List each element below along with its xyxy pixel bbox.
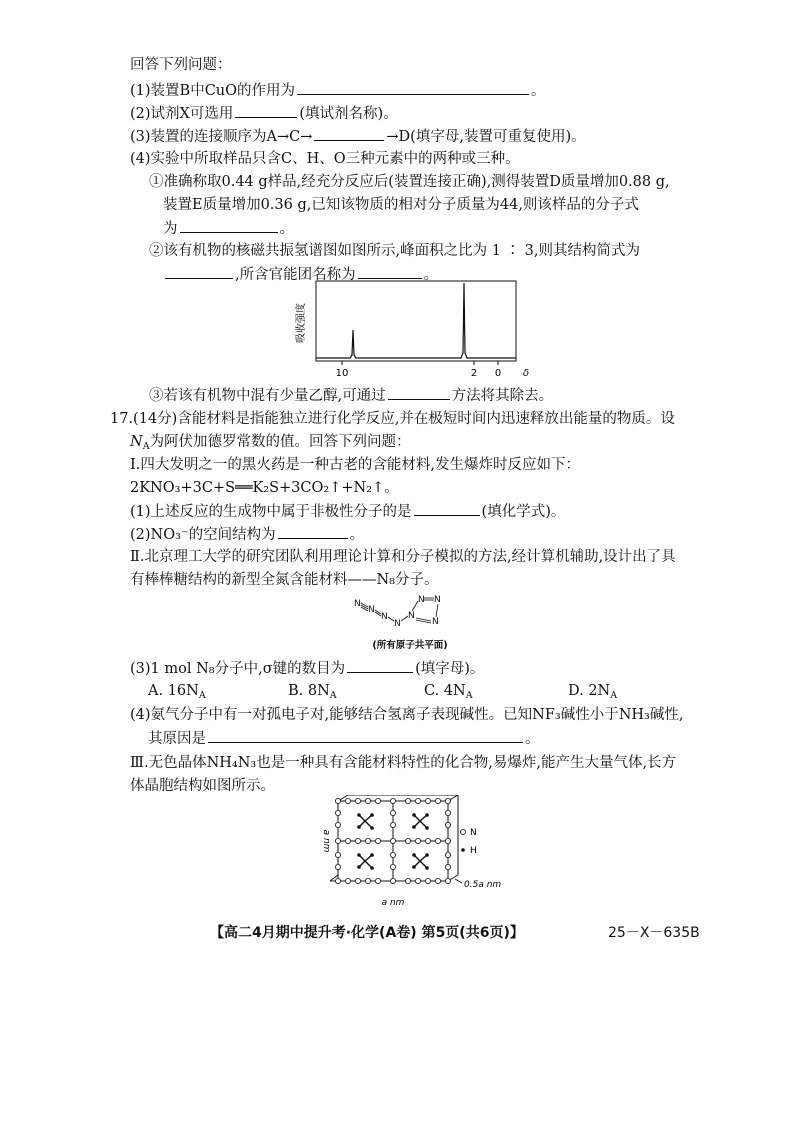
legend-n: N [470,828,477,838]
question-4: (4)实验中所取样品只含C、H、O三种元素中的两种或三种。 [130,151,520,167]
intro-text: 回答下列问题： [130,57,232,73]
question-4-2-line1: ②该有机物的核磁共振氢谱图如图所示,峰面积之比为 1 ∶ 3,则其结构简式为 [149,243,640,259]
option-b[interactable]: B. $8N_A$ [288,683,337,701]
question-17-2: (2)NO₃⁻的空间结构为 。 [130,524,364,545]
nmr-ylabel [294,303,307,343]
legend-n-marker [460,829,465,834]
answer-blank[interactable] [347,658,413,673]
answer-blank[interactable] [165,264,233,279]
n-atom: N [432,617,439,627]
part-II-line1: Ⅱ.北京理工大学的研究团队利用理论计算和分子模拟的方法,经计算机辅助,设计出了具 [130,549,676,565]
page-footer: 【高二4月期中提升考·化学(A卷) 第5页(共6页)】 [210,925,524,941]
n-atom: N [368,605,375,615]
question-4-1-line3: 为 。 [163,218,294,239]
n-atom: N [354,599,361,609]
answer-blank[interactable] [180,218,278,233]
answer-blank[interactable] [414,501,480,516]
nmr-spectrum [290,275,550,385]
n-atom: N [434,595,441,605]
question-17-1: (1)上述反应的生成物中属于非极性分子的是 (填化学式)。 [130,501,565,522]
part-III-line1: Ⅲ.无色晶体NH₄N₃也是一种具有含能材料特性的化合物,易爆炸,能产生大量气体,长方 [130,755,677,771]
n-atom: N [381,612,388,622]
label-a-side: a nm [321,829,331,853]
question-4-3: ③若该有机物中混有少量乙醇,可通过 方法将其除去。 [149,385,553,406]
pointer-line [455,879,462,883]
answer-blank[interactable] [297,80,529,95]
question-17-line2: $N_A$为阿伏加德罗常数的值。回答下列问题： [130,434,411,452]
question-3: (3)装置的连接顺序为A→C→ →D(填字母,装置可重复使用)。 [130,126,586,147]
question-17-4-line1: (4)氨气分子中有一对孤电子对,能够结合氢离子表现碱性。已知NF₃碱性小于NH₃碱性, [130,707,684,723]
option-c[interactable]: C. $4N_A$ [424,683,473,701]
option-d[interactable]: D. $2N_A$ [568,683,618,701]
footer-code: 25－X－635B [608,925,700,941]
tick-label-2: 2 [470,368,478,379]
n-atom: N [418,595,425,605]
question-4-1-line1: ①准确称取0.44 g样品,经充分反应后(装置连接正确),测得装置D质量增加0.88 g, [149,174,670,190]
part-III-line2: 体晶胞结构如图所示。 [130,778,275,794]
answer-blank[interactable] [278,524,348,539]
equation: 2KNO₃+3C+S══K₂S+3CO₂↑+N₂↑。 [130,480,399,496]
legend-h: H [470,846,477,856]
n-atom: N [408,611,415,621]
n8-caption: (所有原子共平面) [372,640,448,651]
tick-label-0: 0 [494,368,502,379]
question-17-4-line2: 其原因是 。 [148,728,540,749]
label-a-bottom: a nm [381,898,405,908]
question-17-3: (3)1 mol N₈分子中,σ键的数目为 (填字母)。 [130,658,484,679]
answer-blank[interactable] [388,385,450,400]
axis-unit: δ [522,368,530,379]
answer-blank[interactable] [208,728,523,743]
question-4-1-line2: 装置E质量增加0.36 g,已知该物质的相对分子质量为44,则该样品的分子式 [163,197,639,213]
part-II-line2: 有棒棒糖结构的新型全氮含能材料——N₈分子。 [130,572,439,588]
n8-molecule [350,592,470,652]
label-half: 0.5a nm [464,880,502,890]
question-4-2-line2: ,所含官能团名称为 。 [163,264,438,285]
n-atom: N [394,619,401,629]
answer-blank[interactable] [314,126,384,141]
nmr-trace [316,283,516,358]
nmr-frame [316,281,516,361]
option-a[interactable]: A. $16N_A$ [148,683,206,701]
answer-blank[interactable] [235,103,297,118]
question-1: (1)装置B中CuO的作用为 。 [130,80,546,101]
question-17-line1: 17.(14分)含能材料是指能独立进行化学反应,并在极短时间内迅速释放出能量的物质。设 [110,411,675,427]
crystal-cell-diagram [300,795,520,910]
legend-h-marker [461,848,465,852]
svg-text:吸收强度: 吸收强度 [296,303,307,343]
question-2: (2)试剂X可选用 (填试剂名称)。 [130,103,398,124]
tick-label-10: 10 [335,368,349,379]
part-I: Ⅰ.四大发明之一的黑火药是一种古老的含能材料,发生爆炸时反应如下： [130,457,580,473]
